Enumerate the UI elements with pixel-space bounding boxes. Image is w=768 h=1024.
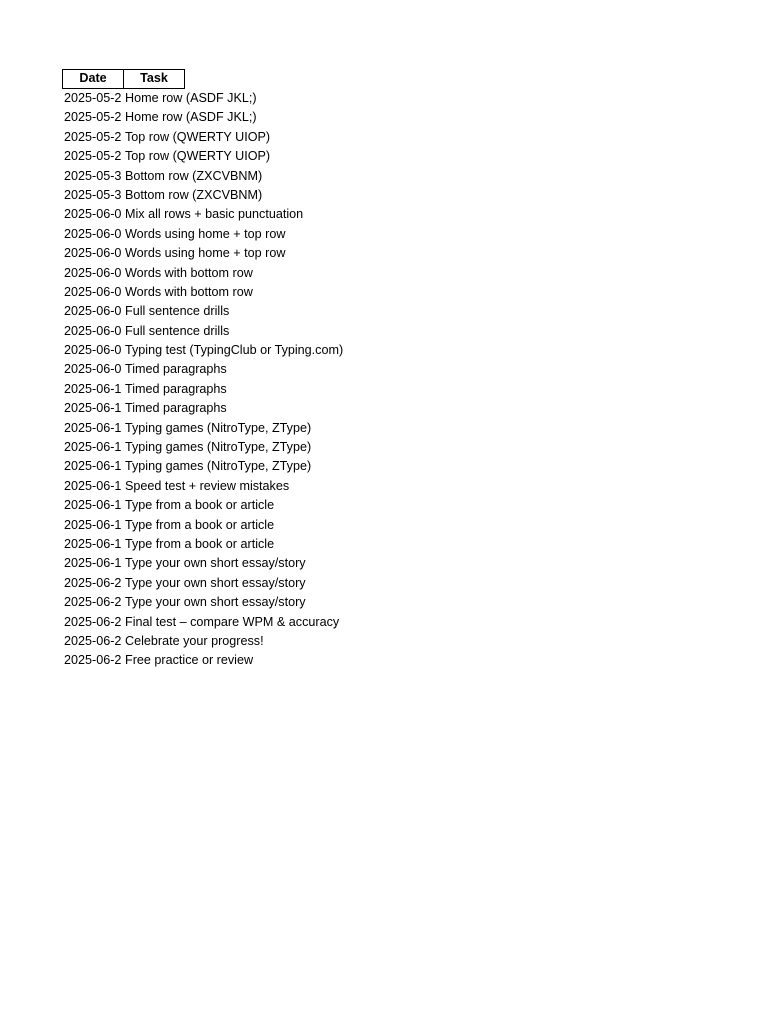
- task-cell[interactable]: Words using home + top row: [125, 246, 286, 261]
- date-cell[interactable]: 2025-06-2: [64, 575, 122, 590]
- table-row: [62, 89, 742, 108]
- table-row: [62, 341, 742, 360]
- date-cell[interactable]: 2025-06-1: [64, 401, 122, 416]
- table-body: [62, 89, 742, 671]
- task-cell[interactable]: Typing games (NitroType, ZType): [125, 420, 312, 435]
- date-cell[interactable]: 2025-06-0: [64, 284, 122, 299]
- date-cell[interactable]: 2025-06-2: [64, 614, 122, 629]
- date-cell[interactable]: 2025-06-0: [64, 343, 122, 358]
- task-cell[interactable]: Home row (ASDF JKL;): [125, 110, 257, 125]
- date-cell[interactable]: 2025-06-2: [64, 653, 122, 668]
- date-cell[interactable]: 2025-06-1: [64, 440, 122, 455]
- date-cell[interactable]: 2025-06-1: [64, 459, 122, 474]
- date-cell[interactable]: 2025-06-2: [64, 633, 122, 648]
- date-cell[interactable]: 2025-06-1: [64, 381, 122, 396]
- date-cell[interactable]: 2025-06-1: [64, 536, 122, 551]
- task-cell[interactable]: Mix all rows + basic punctuation: [125, 207, 304, 222]
- table-row: [62, 574, 742, 593]
- table-row: [62, 419, 742, 438]
- date-cell[interactable]: 2025-06-0: [64, 207, 122, 222]
- typing-schedule-sheet: [62, 69, 742, 671]
- table-row: [62, 225, 742, 244]
- date-cell[interactable]: 2025-06-1: [64, 478, 122, 493]
- date-cell[interactable]: 2025-05-2: [64, 91, 122, 105]
- table-row: [62, 283, 742, 302]
- task-cell[interactable]: Speed test + review mistakes: [125, 478, 290, 493]
- date-cell[interactable]: 2025-05-2: [64, 149, 122, 164]
- table-row: [62, 535, 742, 554]
- date-cell[interactable]: 2025-06-0: [64, 246, 122, 261]
- date-cell[interactable]: 2025-06-1: [64, 556, 122, 571]
- task-cell[interactable]: Type your own short essay/story: [125, 556, 306, 571]
- task-cell[interactable]: Celebrate your progress!: [125, 633, 264, 648]
- table-row: [62, 108, 742, 127]
- task-cell[interactable]: Timed paragraphs: [125, 381, 227, 396]
- date-cell[interactable]: 2025-06-0: [64, 226, 122, 241]
- date-cell[interactable]: 2025-06-1: [64, 517, 122, 532]
- task-cell[interactable]: Type your own short essay/story: [125, 575, 306, 590]
- table-row: [62, 613, 742, 632]
- date-cell[interactable]: 2025-05-3: [64, 168, 122, 183]
- date-cell[interactable]: 2025-06-0: [64, 362, 122, 377]
- table-row: [62, 302, 742, 321]
- date-cell[interactable]: 2025-06-0: [64, 304, 122, 319]
- date-cell[interactable]: 2025-06-0: [64, 323, 122, 338]
- table-row: [62, 380, 742, 399]
- table-row: [62, 360, 742, 379]
- task-cell[interactable]: Words using home + top row: [125, 226, 286, 241]
- table-row: [62, 186, 742, 205]
- table-row: [62, 438, 742, 457]
- table-row: [62, 651, 742, 670]
- table-row: [62, 516, 742, 535]
- task-cell[interactable]: Type from a book or article: [125, 498, 275, 513]
- date-cell[interactable]: 2025-06-2: [64, 595, 122, 610]
- table-row: [62, 322, 742, 341]
- table-row: [62, 457, 742, 476]
- task-cell[interactable]: Words with bottom row: [125, 284, 253, 299]
- task-cell[interactable]: Free practice or review: [125, 653, 254, 668]
- table-row: [62, 496, 742, 515]
- task-cell[interactable]: Top row (QWERTY UIOP): [125, 129, 271, 144]
- task-cell[interactable]: Full sentence drills: [125, 323, 230, 338]
- table-row: [62, 244, 742, 263]
- table-row: [62, 167, 742, 186]
- task-cell[interactable]: Home row (ASDF JKL;): [125, 91, 257, 105]
- task-cell[interactable]: Bottom row (ZXCVBNM): [125, 187, 263, 202]
- task-cell[interactable]: Typing games (NitroType, ZType): [125, 440, 312, 455]
- table-row: [62, 147, 742, 166]
- task-cell[interactable]: Typing games (NitroType, ZType): [125, 459, 312, 474]
- task-cell[interactable]: Final test – compare WPM & accuracy: [125, 614, 340, 629]
- table-row: [62, 128, 742, 147]
- table-row: [62, 477, 742, 496]
- task-cell[interactable]: Type your own short essay/story: [125, 595, 306, 610]
- task-cell[interactable]: Full sentence drills: [125, 304, 230, 319]
- task-cell[interactable]: Timed paragraphs: [125, 362, 227, 377]
- date-cell[interactable]: 2025-06-1: [64, 420, 122, 435]
- table-row: [62, 205, 742, 224]
- date-column-header[interactable]: Date: [62, 69, 124, 89]
- task-cell[interactable]: Top row (QWERTY UIOP): [125, 149, 271, 164]
- task-cell[interactable]: Bottom row (ZXCVBNM): [125, 168, 263, 183]
- task-cell[interactable]: Words with bottom row: [125, 265, 253, 280]
- task-column-header[interactable]: Task: [124, 69, 185, 89]
- table-row: [62, 264, 742, 283]
- task-cell[interactable]: Type from a book or article: [125, 536, 275, 551]
- date-cell[interactable]: 2025-06-1: [64, 498, 122, 513]
- date-cell[interactable]: 2025-05-3: [64, 187, 122, 202]
- task-cell[interactable]: Typing test (TypingClub or Typing.com): [125, 343, 344, 358]
- table-header: [62, 69, 742, 89]
- table-row: [62, 399, 742, 418]
- date-cell[interactable]: 2025-05-2: [64, 129, 122, 144]
- table-row: [62, 632, 742, 651]
- date-cell[interactable]: 2025-05-2: [64, 110, 122, 125]
- table-row: [62, 554, 742, 573]
- table-row: [62, 593, 742, 612]
- date-cell[interactable]: 2025-06-0: [64, 265, 122, 280]
- task-cell[interactable]: Timed paragraphs: [125, 401, 227, 416]
- task-cell[interactable]: Type from a book or article: [125, 517, 275, 532]
